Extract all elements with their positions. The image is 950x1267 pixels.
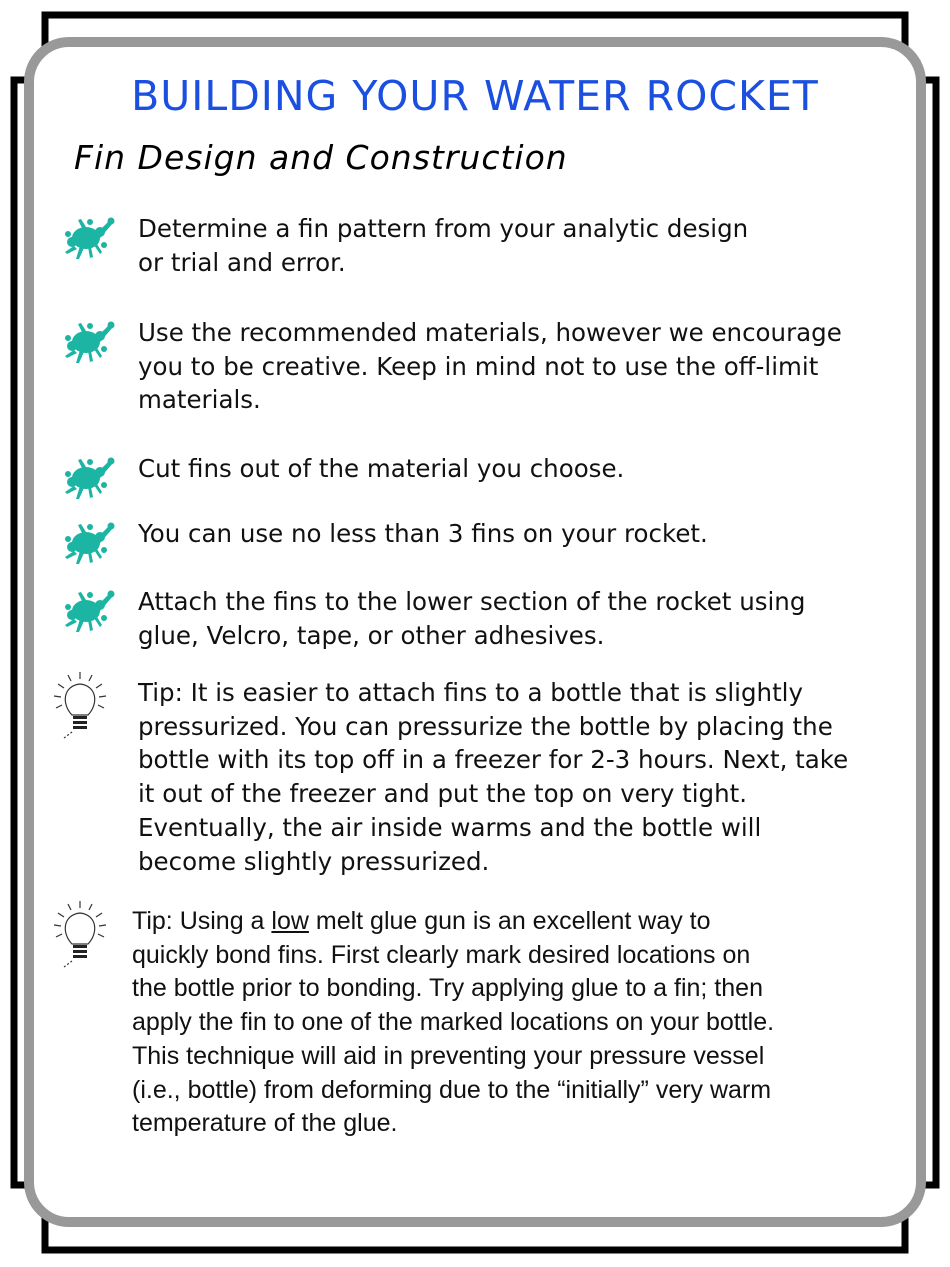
item-text: You can use no less than 3 fins on your rocket. — [138, 519, 708, 548]
item-text: Use the recommended materials, however we encourage you to be creative. Keep in mind not to use the off-limit materials. — [138, 318, 842, 415]
tip-underlined-word: low — [271, 907, 309, 935]
item-text: Cut fins out of the material you choose. — [138, 454, 625, 483]
section-subtitle: Fin Design and Construction — [74, 138, 568, 177]
page-title: BUILDING YOUR WATER ROCKET — [131, 72, 819, 120]
item-text: Attach the fins to the lower section of the rocket using glue, Velcro, tape, or other adhesives. — [138, 587, 806, 650]
tip-text-rest: melt glue gun is an excellent way to quickly bond fins. First clearly mark desired locations on the bottle prior to bonding. Try applying glue to a fin; then apply the fin to one of the marked locations on your bottle. This technique will aid in preventing your pressure vessel (i.e., bottle) from deforming due to the “initially” very warm temperature of the glue. — [132, 907, 775, 1138]
item-text: Tip: It is easier to attach fins to a bottle that is slightly pressurized. You can pressurize the bottle by placing the bottle with its top off in a freezer for 2-3 hours. Next, take it out of the freezer and put the top on very tight. Eventually, the air inside warms and the bottle will become slightly pressurized. — [138, 678, 849, 876]
tip-text-start: Tip: Using a — [132, 907, 272, 935]
tip-text — [132, 905, 774, 1141]
item-text: Determine a fin pattern from your analytic design or trial and error. — [138, 214, 749, 277]
